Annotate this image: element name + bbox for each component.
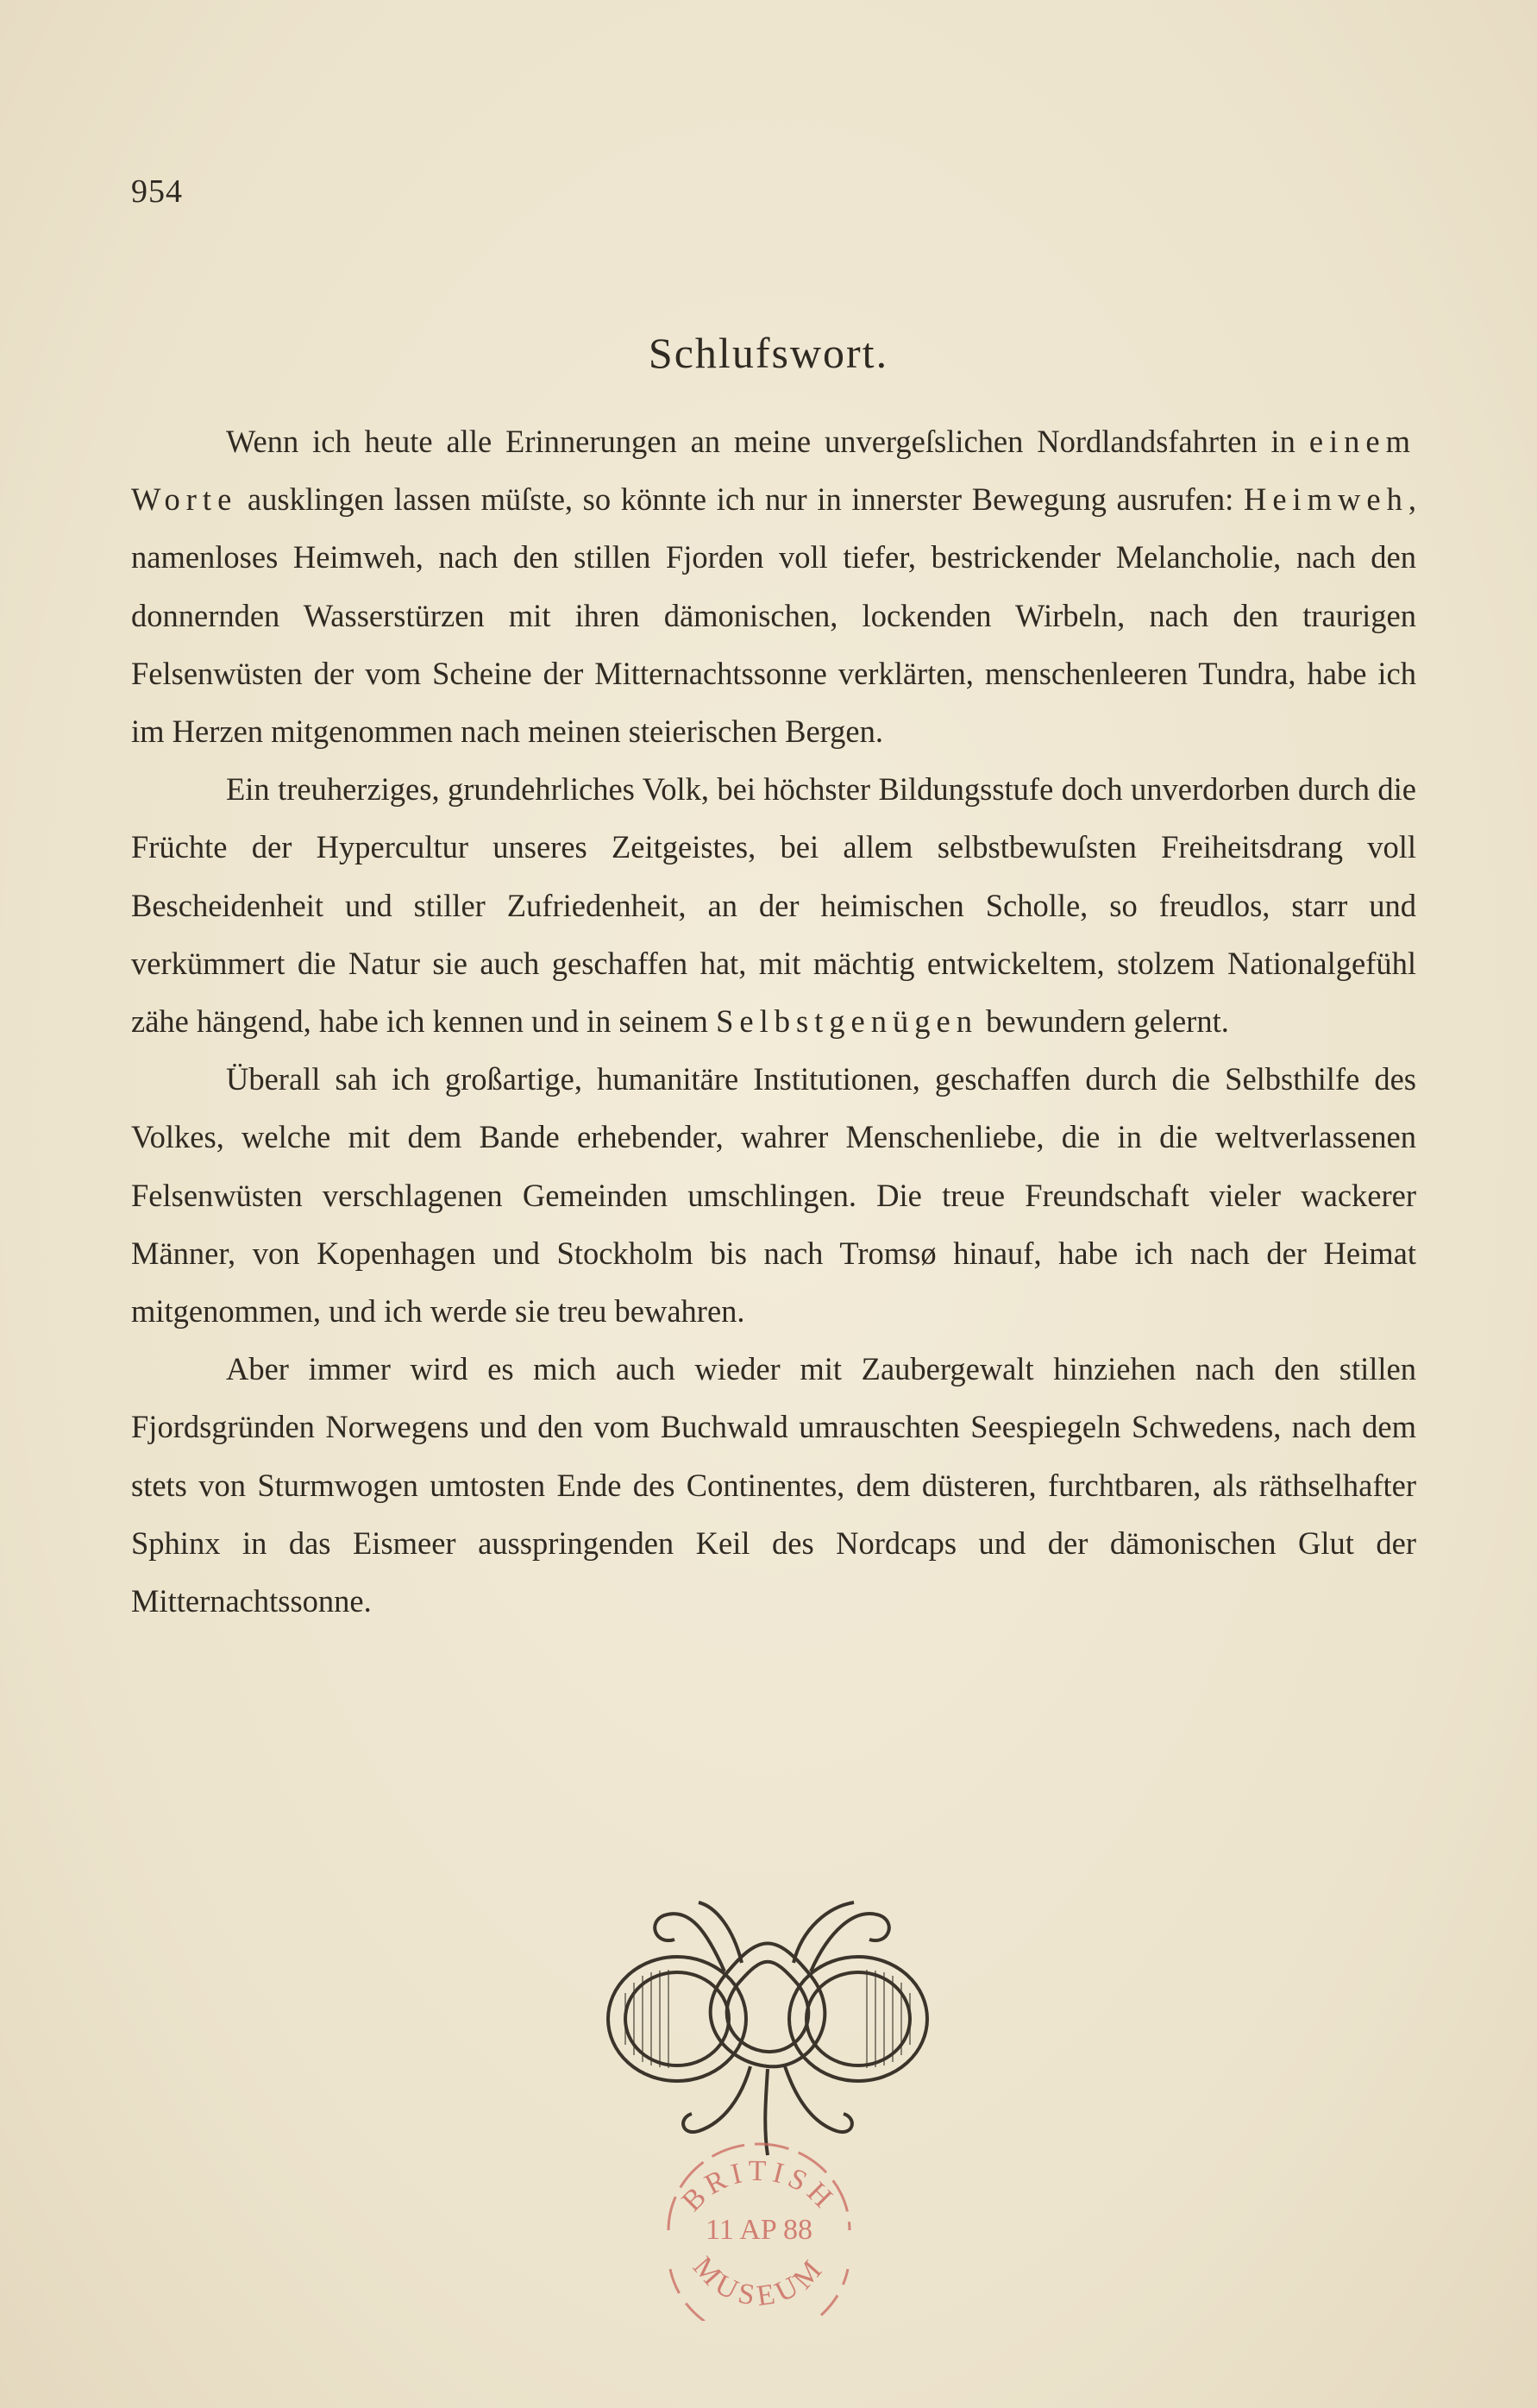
paragraph-2 [131,760,1416,1050]
stamp-bottom-text: MUSEUM [687,2250,831,2313]
paragraph-1-text-a: Wenn ich heute alle Erinnerungen an meine unvergeſslichen Nordlandsfahrten in [226,424,1309,459]
paragraph-2-text-a: Ein treuherziges, grundehrliches Volk, bei höchster Bildungsstufe doch unverdorben durch die Früchte der Hypercultur unseres Zeitgeistes, bei allem selbstbewuſsten Freiheitsdrang voll Bescheidenheit und stiller Zufriedenheit, an der heimischen Scholle, so freudlos, starr und verkümmert die Natur sie auch geschaffen hat, mit mächtig entwickeltem, stolzem Nationalgefühl zähe hängend, habe ich kennen und in seinem [131,771,1416,1040]
paragraph-1-emphasis-b: Heimweh [1243,481,1408,518]
interlaced-knot-ornament-icon [595,1881,940,2166]
page-number: 954 [131,173,183,210]
stamp-date: 11 AP 88 [705,2214,813,2246]
paragraph-3-text: Überall sah ich großartige, humanitäre Institutionen, geschaffen durch die Selbsthilfe des Volkes, welche mit dem Bande erhebender, wahrer Menschenliebe, die in die weltverlassenen Felsenwüsten verschlagenen Gemeinden umschlingen. Die treue Freundschaft vieler wackerer Männer, von Kopenhagen und Stockholm bis nach Tromsø hinauf, habe ich nach der Heimat mitgenommen, und ich werde sie treu bewahren. [131,1061,1416,1330]
chapter-title: Schlufswort. [648,329,889,377]
body-text [131,412,1416,1630]
paragraph-4-text: Aber immer wird es mich auch wieder mit Zaubergewalt hinziehen nach den stillen Fjordsgründen Norwegens und den vom Buchwald umrauschten Seespiegeln Schwedens, nach dem stets von Sturmwogen umtosten Ende des Continentes, dem düsteren, furchtbaren, als räthselhafter Sphinx in das Eismeer ausspringenden Keil des Nordcaps und der dämonischen Glut der Mitternachtssonne. [131,1351,1416,1619]
paragraph-3 [131,1050,1416,1340]
stamp-top-text: BRITISH [675,2154,843,2218]
paragraph-1 [131,412,1416,760]
paragraph-1-emphasis-a: einem Worte [131,424,1416,518]
paragraph-1-text-b: ausklingen lassen müſste, so könnte ich nur in innerster Bewegung ausrufen: [237,481,1244,518]
paragraph-2-emphasis: Selbstgenügen [716,1003,978,1040]
paragraph-2-text-b: bewundern gelernt. [977,1003,1229,1040]
library-stamp [651,2131,867,2321]
paragraph-4 [131,1340,1416,1630]
paragraph-1-text-c: , namenloses Heimweh, nach den stillen Fjorden voll tiefer, bestrickender Melancholie, nach den donnernden Wasserstürzen mit ihren dämonischen, lockenden Wirbeln, nach den traurigen Felsenwüsten der vom Scheine der Mitternachtssonne verklärten, menschenleeren Tundra, habe ich im Herzen mitgenommen nach meinen steierischen Bergen. [131,481,1416,750]
